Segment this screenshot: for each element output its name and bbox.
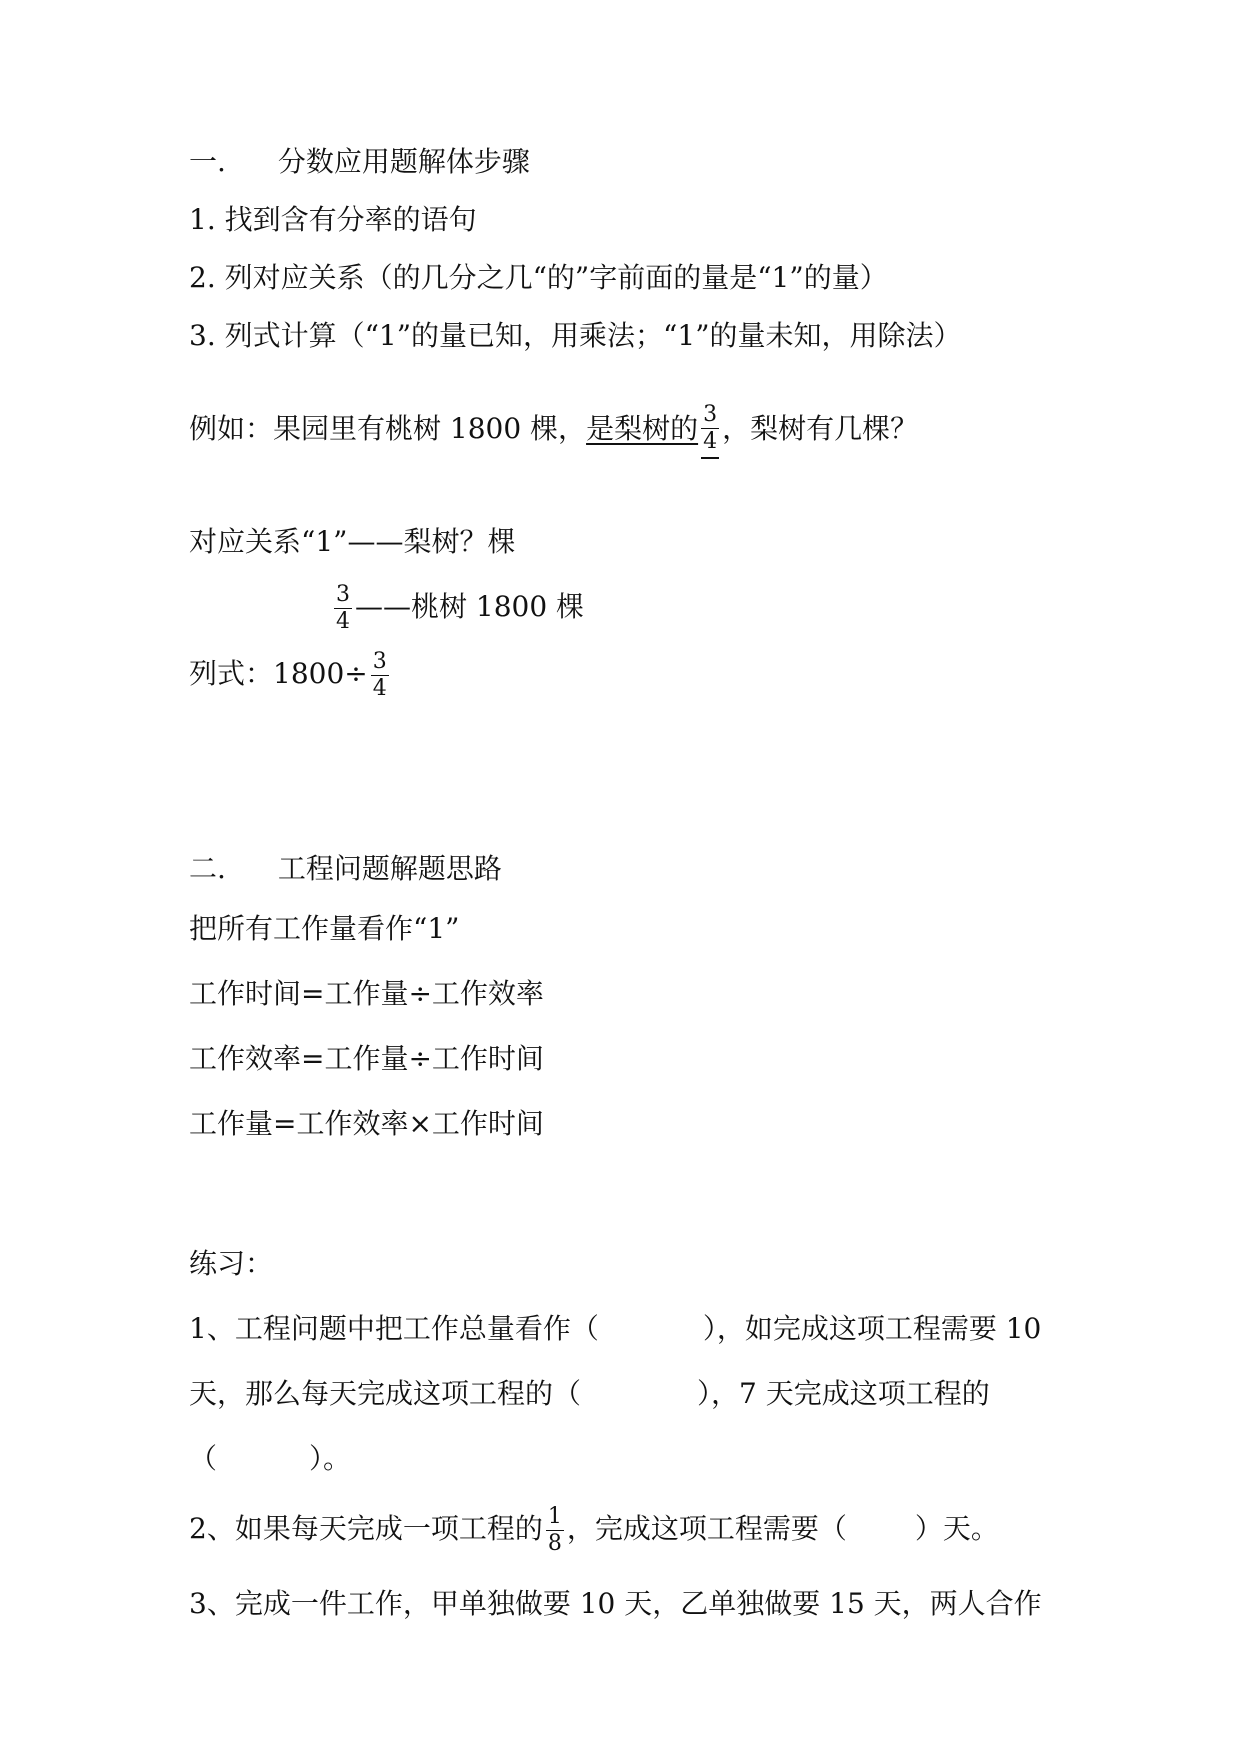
step-3: 3. 列式计算（“1”的量已知，用乘法；“1”的量未知，用除法）: [189, 319, 962, 352]
fraction-numerator: 3: [336, 582, 350, 607]
formula-fraction: [371, 649, 389, 702]
section-2-heading: [189, 852, 502, 886]
question-2-line: [189, 1504, 999, 1557]
step-1: 1. 找到含有分率的语句: [189, 203, 477, 236]
question-2-fraction: [546, 1504, 564, 1557]
engineering-line-2: 工作时间=工作量÷工作效率: [189, 977, 544, 1010]
example-line: [189, 402, 918, 459]
question-1-text-a: 1、工程问题中把工作总量看作（: [189, 1312, 599, 1345]
question-1-line-1: [189, 1312, 1041, 1346]
question-2-text-a: 2、如果每天完成一项工程的: [189, 1512, 543, 1545]
engineering-line-1: 把所有工作量看作“1”: [189, 912, 460, 945]
question-1-text-f: ）。: [309, 1442, 352, 1475]
example-fraction: [701, 402, 719, 459]
question-2-text-c: ）天。: [914, 1512, 999, 1545]
fraction-denominator: 4: [372, 676, 387, 701]
formula-line: [189, 649, 392, 702]
question-1-line-2: [189, 1377, 990, 1411]
step-2: 2. 列对应关系（的几分之几“的”字前面的量是“1”的量）: [189, 261, 888, 294]
question-2-text-b: ，完成这项工程需要（: [566, 1512, 847, 1545]
question-1-text-c: 天，那么每天完成这项工程的（: [189, 1377, 582, 1410]
section-1-heading: [189, 145, 530, 179]
practice-title: 练习：: [189, 1247, 274, 1280]
fraction-denominator: 4: [336, 609, 350, 634]
fraction-numerator: 1: [547, 1504, 562, 1529]
engineering-line-3: 工作效率=工作量÷工作时间: [189, 1042, 544, 1075]
relation-line-2: [331, 582, 584, 635]
relation-suffix: ——桃树 1800 棵: [355, 590, 585, 623]
fraction-denominator: 4: [703, 429, 718, 454]
question-1-text-e: （: [189, 1442, 218, 1475]
fraction-denominator: 8: [547, 1531, 562, 1556]
section-2-title: 工程问题解题思路: [277, 852, 502, 885]
example-prefix: 例如：果园里有桃树 1800 棵，: [189, 412, 587, 445]
formula-prefix: 列式：1800÷: [189, 657, 368, 690]
fraction-numerator: 3: [372, 649, 387, 674]
relation-line-1: 对应关系“1”——梨树？棵: [189, 525, 516, 558]
fraction-numerator: 3: [703, 402, 718, 427]
engineering-line-4: 工作量=工作效率×工作时间: [189, 1107, 544, 1140]
section-1-number: 一.: [189, 145, 226, 178]
question-1-text-b: ），如完成这项工程需要 10: [702, 1312, 1042, 1345]
question-3-line: 3、完成一件工作，甲单独做要 10 天，乙单独做要 15 天，两人合作: [189, 1587, 1042, 1620]
question-1-text-d: ），7 天完成这项工程的: [697, 1377, 990, 1410]
relation-fraction: [334, 582, 352, 635]
example-underlined: 是梨树的: [586, 412, 699, 445]
example-suffix: ，梨树有几棵？: [722, 412, 919, 445]
question-1-line-3: [189, 1442, 351, 1476]
section-1-title: 分数应用题解体步骤: [277, 145, 530, 178]
section-2-number: 二.: [189, 852, 226, 885]
